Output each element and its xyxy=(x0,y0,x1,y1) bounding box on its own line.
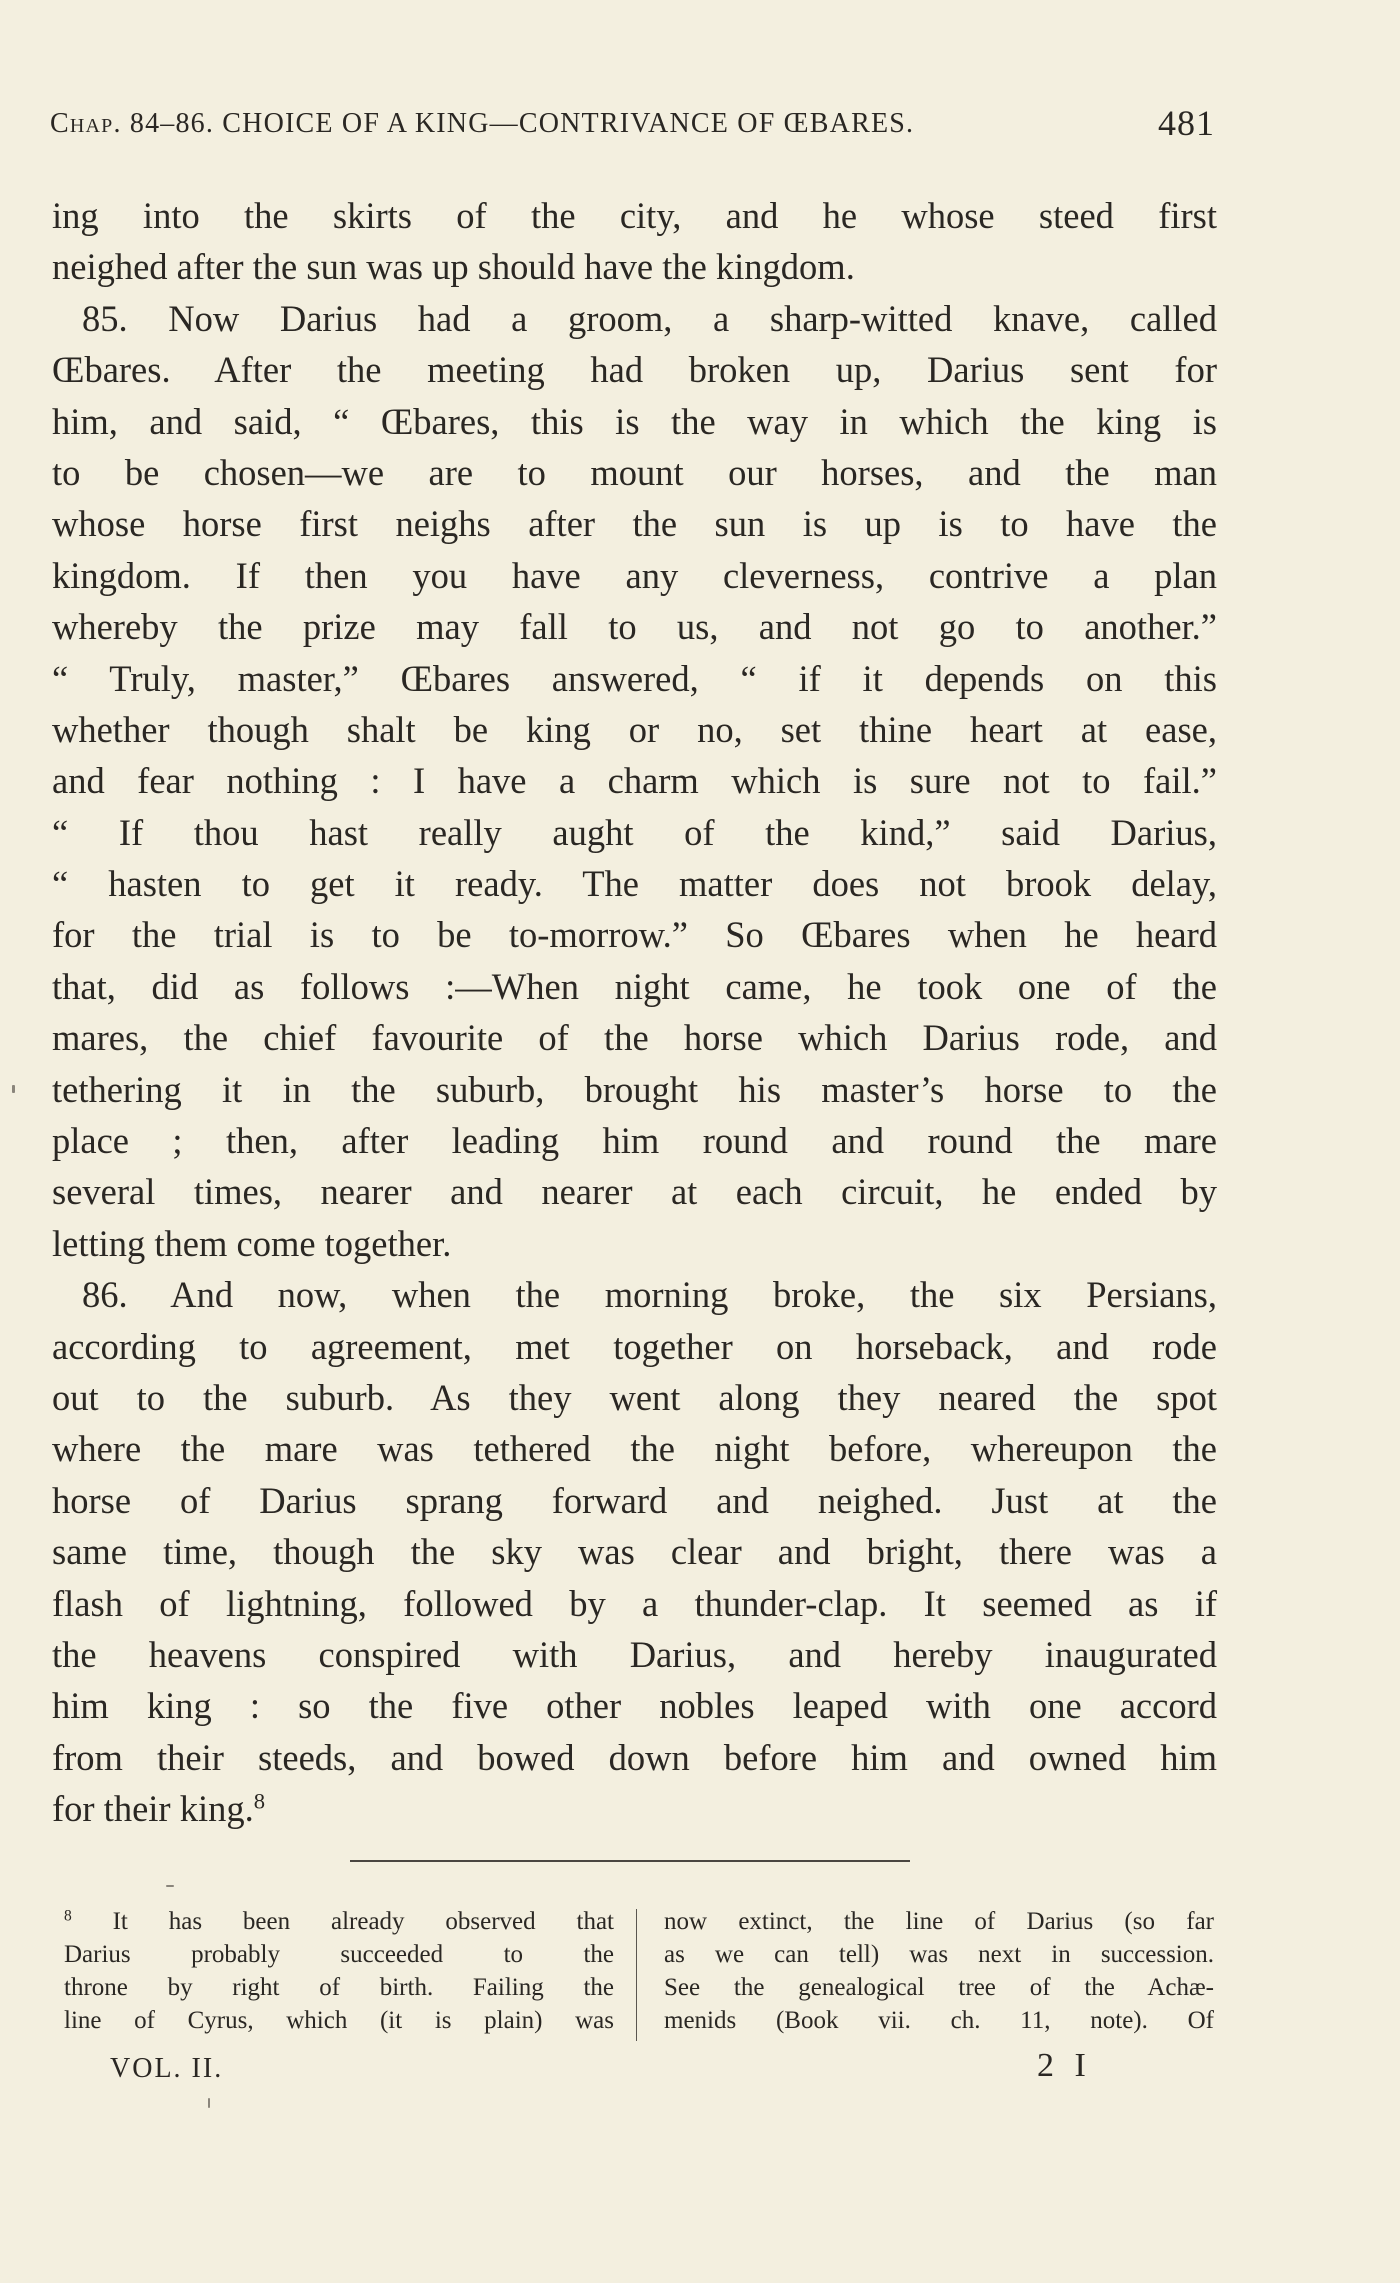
body-line: ing into the skirts of the city, and he whose steed first xyxy=(52,195,1217,236)
body-line: out to the suburb. As they went along they neared the spot xyxy=(52,1376,1217,1418)
body-line: Œbares. After the meeting had broken up, Darius sent for xyxy=(52,349,1217,391)
body-line: letting them come together. xyxy=(52,1222,452,1264)
body-line: flash of lightning, followed by a thunder-clap. It seemed as if xyxy=(52,1582,1217,1624)
footnote-reference[interactable]: 8 xyxy=(253,1788,266,1814)
footnote-line: See the genealogical tree of the Achæ- xyxy=(664,1974,1214,2001)
page-number: 481 xyxy=(1158,103,1215,143)
body-line: tethering it in the suburb, brought his master’s horse to the xyxy=(52,1068,1217,1110)
body-line-final xyxy=(52,1783,1217,1834)
body-line: kingdom. If then you have any cleverness, contrive a plan xyxy=(52,554,1217,596)
running-head xyxy=(50,103,1215,143)
body-line: from their steeds, and bowed down before him and owned him xyxy=(52,1736,1217,1778)
body-line: several times, nearer and nearer at each circuit, he ended by xyxy=(52,1171,1217,1213)
body-line: neighed after the sun was up should have the kingdom. xyxy=(52,246,855,288)
footnote-line: line of Cyrus, which (it is plain) was xyxy=(64,2007,614,2034)
footnote-marker: 8 xyxy=(64,1907,72,1925)
body-line: same time, though the sky was clear and bright, there was a xyxy=(52,1531,1217,1573)
body-text xyxy=(52,190,1217,1835)
footnote-line: Darius probably succeeded to the xyxy=(64,1941,614,1968)
body-line: according to agreement, met together on horseback, and rode xyxy=(52,1325,1217,1367)
body-line: mares, the chief favourite of the horse which Darius rode, and xyxy=(52,1017,1217,1059)
body-line: him king : so the five other nobles leaped with one accord xyxy=(52,1685,1217,1727)
paper-speck xyxy=(166,1885,174,1887)
body-line: that, did as follows :—When night came, he took one of the xyxy=(52,965,1217,1007)
footnote-line: menids (Book vii. ch. 11, note). Of xyxy=(664,2007,1214,2034)
running-title: CHOICE OF A KING—CONTRIVANCE OF ŒBARES. xyxy=(222,108,915,139)
paper-speck xyxy=(208,2098,210,2108)
body-line: him, and said, “ Œbares, this is the way in which the king is xyxy=(52,400,1217,442)
body-line: the heavens conspired with Darius, and hereby inaugurated xyxy=(52,1633,1217,1675)
footnote-column-divider xyxy=(636,1909,637,2041)
section-86-start: 86. And now, when the morning broke, the six Persians, xyxy=(82,1274,1217,1316)
final-line-text: for their king. xyxy=(52,1788,254,1830)
body-line: “ If thou hast really aught of the kind,” said Darius, xyxy=(52,811,1217,853)
body-line: whose horse first neighs after the sun is up is to have the xyxy=(52,503,1217,545)
body-line: “ Truly, master,” Œbares answered, “ if it depends on this xyxy=(52,657,1217,699)
volume-signature: VOL. II. xyxy=(110,2053,224,2084)
body-line: where the mare was tethered the night before, whereupon the xyxy=(52,1428,1217,1470)
body-line: whereby the prize may fall to us, and not go to another.” xyxy=(52,606,1217,648)
footnote-separator-rule xyxy=(350,1860,910,1862)
footnote-line: as we can tell) was next in succession. xyxy=(664,1941,1214,1968)
footnote-column-left xyxy=(64,1905,614,2037)
chapter-reference: Chap. 84–86. xyxy=(50,108,215,139)
footnote-line xyxy=(64,1905,614,1938)
body-line: whether though shalt be king or no, set thine heart at ease, xyxy=(52,708,1217,750)
footnote-line: now extinct, the line of Darius (so far xyxy=(664,1908,1214,1935)
gathering-signature: 2 I xyxy=(1037,2047,1092,2084)
paper-speck xyxy=(12,1085,15,1093)
section-85-start: 85. Now Darius had a groom, a sharp-witted knave, called xyxy=(82,297,1217,339)
body-line: and fear nothing : I have a charm which is sure not to fail.” xyxy=(52,760,1217,802)
footnote-column-right xyxy=(664,1905,1214,2037)
body-line: “ hasten to get it ready. The matter does not brook delay, xyxy=(52,863,1217,905)
body-line: to be chosen—we are to mount our horses, and the man xyxy=(52,451,1217,493)
footnote-line: throne by right of birth. Failing the xyxy=(64,1974,614,2001)
body-line: for the trial is to be to-morrow.” So Œbares when he heard xyxy=(52,914,1217,956)
body-line: horse of Darius sprang forward and neighed. Just at the xyxy=(52,1479,1217,1521)
body-line: place ; then, after leading him round and round the mare xyxy=(52,1120,1217,1162)
footnote-text: It has been already observed that xyxy=(112,1908,614,1935)
